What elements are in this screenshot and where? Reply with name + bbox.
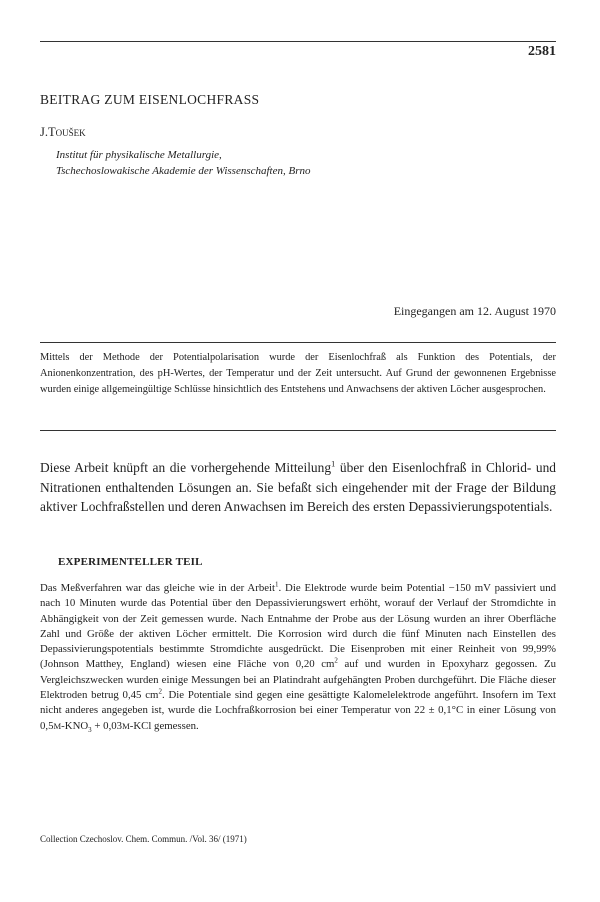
area-exponent-2: 2 [158, 687, 162, 696]
abstract-bottom-rule [40, 430, 556, 431]
area-exponent-1: 2 [334, 656, 338, 665]
body-text-2: . Die Elektrode wurde beim Potential −150 mV passiviert und nach 10 Minuten wurde das Potential über den Depassivierungswert erhöht, worauf der Verlauf der Stromdichte in Abhängigkeit von der Zeit gemessen wurde. Nach Entnahme der Probe aus der Lösung wurden an ihrer Oberfläche Zahl und Größe der aktiven Löcher ermittelt. Die Korrosion wird durch die fünf Minuten nach Einstellen des Depassivierungspotentials bestimmte Stromdichte ausgedrückt. Die Eisenproben mit einer Reinheit von 99,99% (Johnson Matthey, England) wiesen eine Fläche von 0,20 cm [40, 582, 556, 671]
article-title: BEITRAG ZUM EISENLOCHFRASS [40, 92, 260, 107]
section-heading: EXPERIMENTELLER TEIL [58, 556, 203, 568]
body-text-7: -KCl gemessen. [129, 719, 199, 732]
author-name: J.Toušek [40, 125, 86, 139]
molar-unit-1: M [53, 720, 62, 731]
molar-unit-2: M [122, 720, 130, 731]
intro-text-1: Diese Arbeit knüpft an die vorhergehende Mitteilung [40, 460, 332, 475]
section-body [40, 581, 556, 734]
abstract-text: Mittels der Methode der Potentialpolarisation wurde der Eisenlochfraß als Funktion des Potentials, der Anionenkonzentration, des pH-Wertes, der Temperatur und der Zeit untersucht. Auf Grund der gewonnenen Ergebnisse wurden einige allgemeingültige Schlüsse hinsichtlich des Entstehens und Anwachsens der aktiven Löcher ausgesprochen. [40, 352, 556, 396]
affiliation [56, 147, 311, 179]
body-text-4: . Die Potentiale sind gegen eine gesättigte Kalomelelektrode angeführt. Insofern im Text nicht anderes angegeben ist, wurde die Lochfraßkorrosion bei einer Temperatur von 22 ± 0,1°C in einer Lösung von 0,5 [40, 689, 556, 732]
affiliation-line-1: Institut für physikalische Metallurgie, [56, 149, 222, 161]
intro-paragraph [40, 458, 556, 517]
body-reference: 1 [275, 580, 279, 589]
received-date: Eingegangen am 12. August 1970 [393, 304, 556, 318]
body-text-6: + 0,03 [91, 719, 123, 732]
body-text-3: auf und wurden in Epoxyharz gegossen. Zu Vergleichszwecken wurden einige Messungen bei an Platindraht aufgehängten Proben durchgeführt. Die Fläche dieser Elektroden betrug 0,45 cm [40, 658, 556, 702]
abstract-top-rule [40, 342, 556, 343]
body-text-5: -KNO [61, 719, 89, 732]
affiliation-line-2: Tschechoslowakische Akademie der Wissenschaften, Brno [56, 165, 311, 177]
journal-citation: Collection Czechoslov. Chem. Commun. /Vol. 36/ (1971) [40, 834, 247, 844]
header-rule [40, 41, 556, 42]
body-text-1: Das Meßverfahren war das gleiche wie in der Arbeit [40, 582, 276, 594]
intro-reference: 1 [331, 458, 336, 469]
intro-text-2: über den Eisenlochfraß in Chlorid- und Nitrationen enthaltenden Lösungen an. Sie befaßt sich eingehender mit der Frage der Bildung aktiver Lochfraßstellen und deren Anwachsen im Bereich des ersten Depassivierungspotentials. [40, 460, 557, 514]
page-number: 2581 [528, 44, 556, 59]
nitrate-subscript: 3 [88, 725, 92, 734]
